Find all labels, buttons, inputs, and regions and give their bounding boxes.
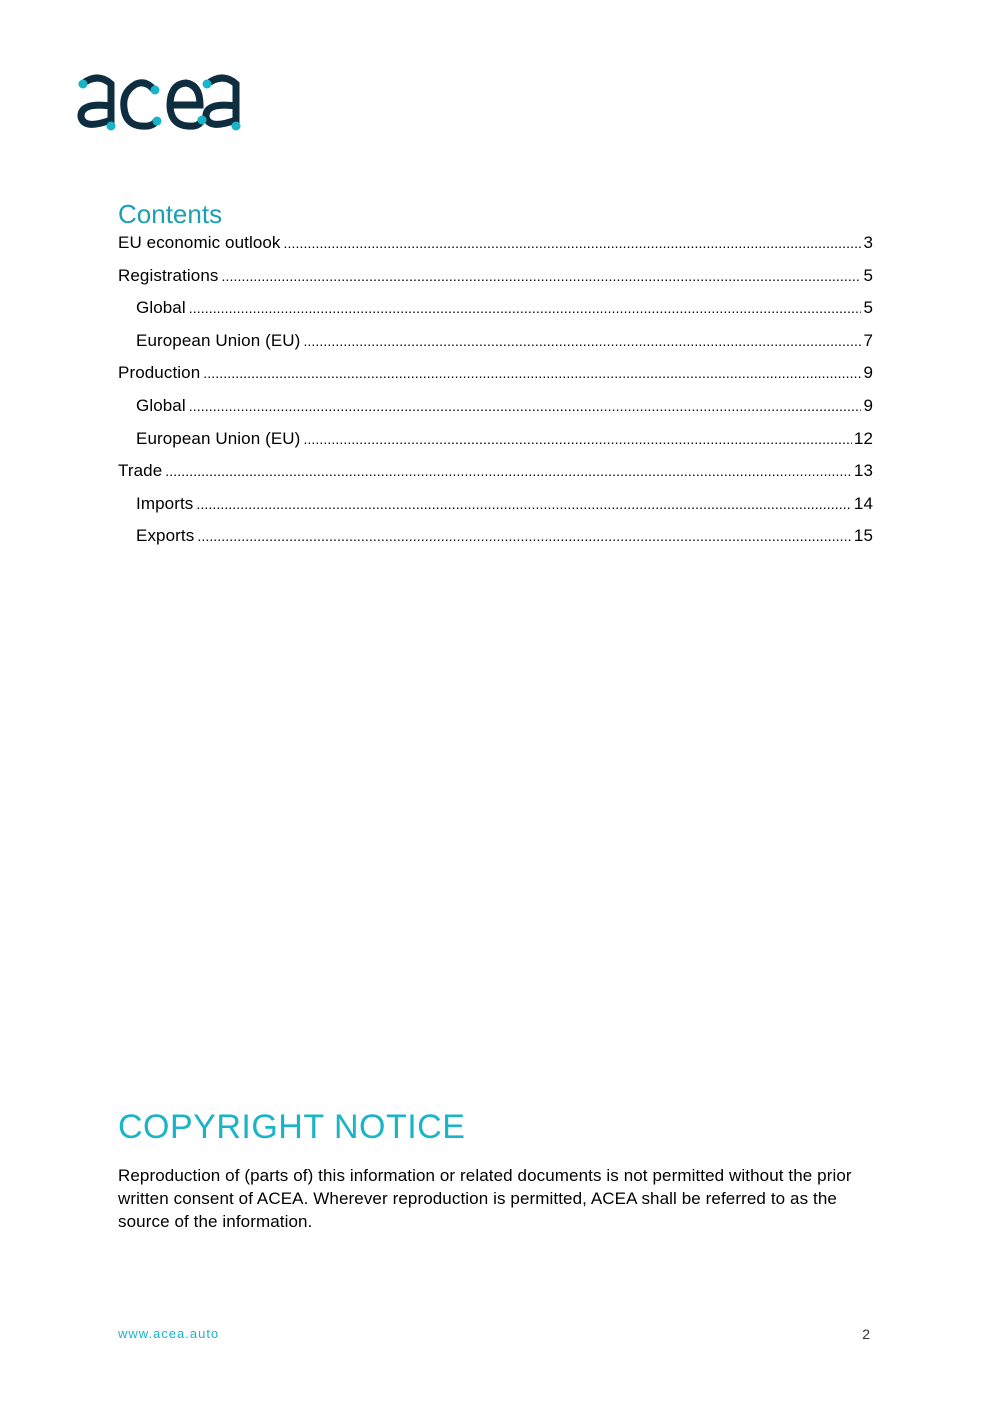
- copyright-text: Reproduction of (parts of) this information or related documents is not permitted without the prior written consent of ACEA. Wherever reproduction is permitted, ACEA shall be referred to as the source of the information.: [118, 1166, 852, 1231]
- toc-entry-page: 9: [863, 363, 873, 383]
- toc-entry-page: 15: [853, 526, 873, 546]
- toc-entry-page: 5: [863, 265, 873, 285]
- toc-entry-label: EU economic outlook: [118, 233, 281, 252]
- toc-dot-leader: [189, 392, 862, 420]
- toc-entry-registrations[interactable]: [118, 262, 873, 295]
- toc-dot-leader: [203, 359, 861, 387]
- toc-entry-page: 7: [863, 330, 873, 350]
- toc-entry-eu-economic-outlook[interactable]: [118, 229, 873, 262]
- copyright-title: COPYRIGHT NOTICE: [118, 1108, 466, 1146]
- toc-dot-leader: [303, 327, 861, 355]
- toc-entry-page: 14: [853, 493, 873, 513]
- toc-entry-label: Production: [118, 363, 201, 383]
- toc-entry-page: 13: [853, 461, 873, 481]
- toc-entry-label: Global: [136, 298, 186, 318]
- toc-title: Contents: [118, 199, 223, 229]
- toc-entry-label: Trade: [118, 461, 163, 481]
- toc-entry-label: Exports: [136, 526, 195, 546]
- toc-entry-page: 5: [863, 298, 873, 318]
- toc-entry-label: European Union (EU): [136, 330, 301, 350]
- toc-dot-leader: [303, 425, 851, 453]
- toc-dot-leader: [196, 490, 852, 518]
- footer-website-link[interactable]: www.acea.auto: [118, 1326, 220, 1341]
- toc-entry-page: 3: [863, 233, 873, 252]
- toc-entry-trade-exports[interactable]: [118, 522, 873, 555]
- acea-logo: [76, 70, 244, 134]
- toc-entry-trade-imports[interactable]: [118, 490, 873, 523]
- toc-entry-registrations-global[interactable]: [118, 294, 873, 327]
- toc-entry-label: Global: [136, 395, 186, 415]
- toc-entry-trade[interactable]: [118, 457, 873, 490]
- footer-page-number: 2: [862, 1326, 870, 1342]
- toc-entry-label: European Union (EU): [136, 428, 301, 448]
- toc-entry-label: Registrations: [118, 265, 219, 285]
- toc-dot-leader: [222, 262, 862, 290]
- acea-logo-graphic: [76, 70, 244, 134]
- toc-dot-leader: [197, 522, 852, 550]
- toc-entry-production[interactable]: [118, 359, 873, 392]
- toc-dot-leader: [165, 457, 852, 485]
- table-of-contents: [118, 229, 873, 555]
- toc-dot-leader: [189, 294, 862, 322]
- toc-entry-label: Imports: [136, 493, 194, 513]
- toc-entry-page: 12: [853, 428, 873, 448]
- toc-entry-production-eu[interactable]: [118, 425, 873, 458]
- toc-entry-production-global[interactable]: [118, 392, 873, 425]
- toc-entry-page: 9: [863, 395, 873, 415]
- toc-dot-leader: [284, 229, 862, 257]
- toc-entry-registrations-eu[interactable]: [118, 327, 873, 360]
